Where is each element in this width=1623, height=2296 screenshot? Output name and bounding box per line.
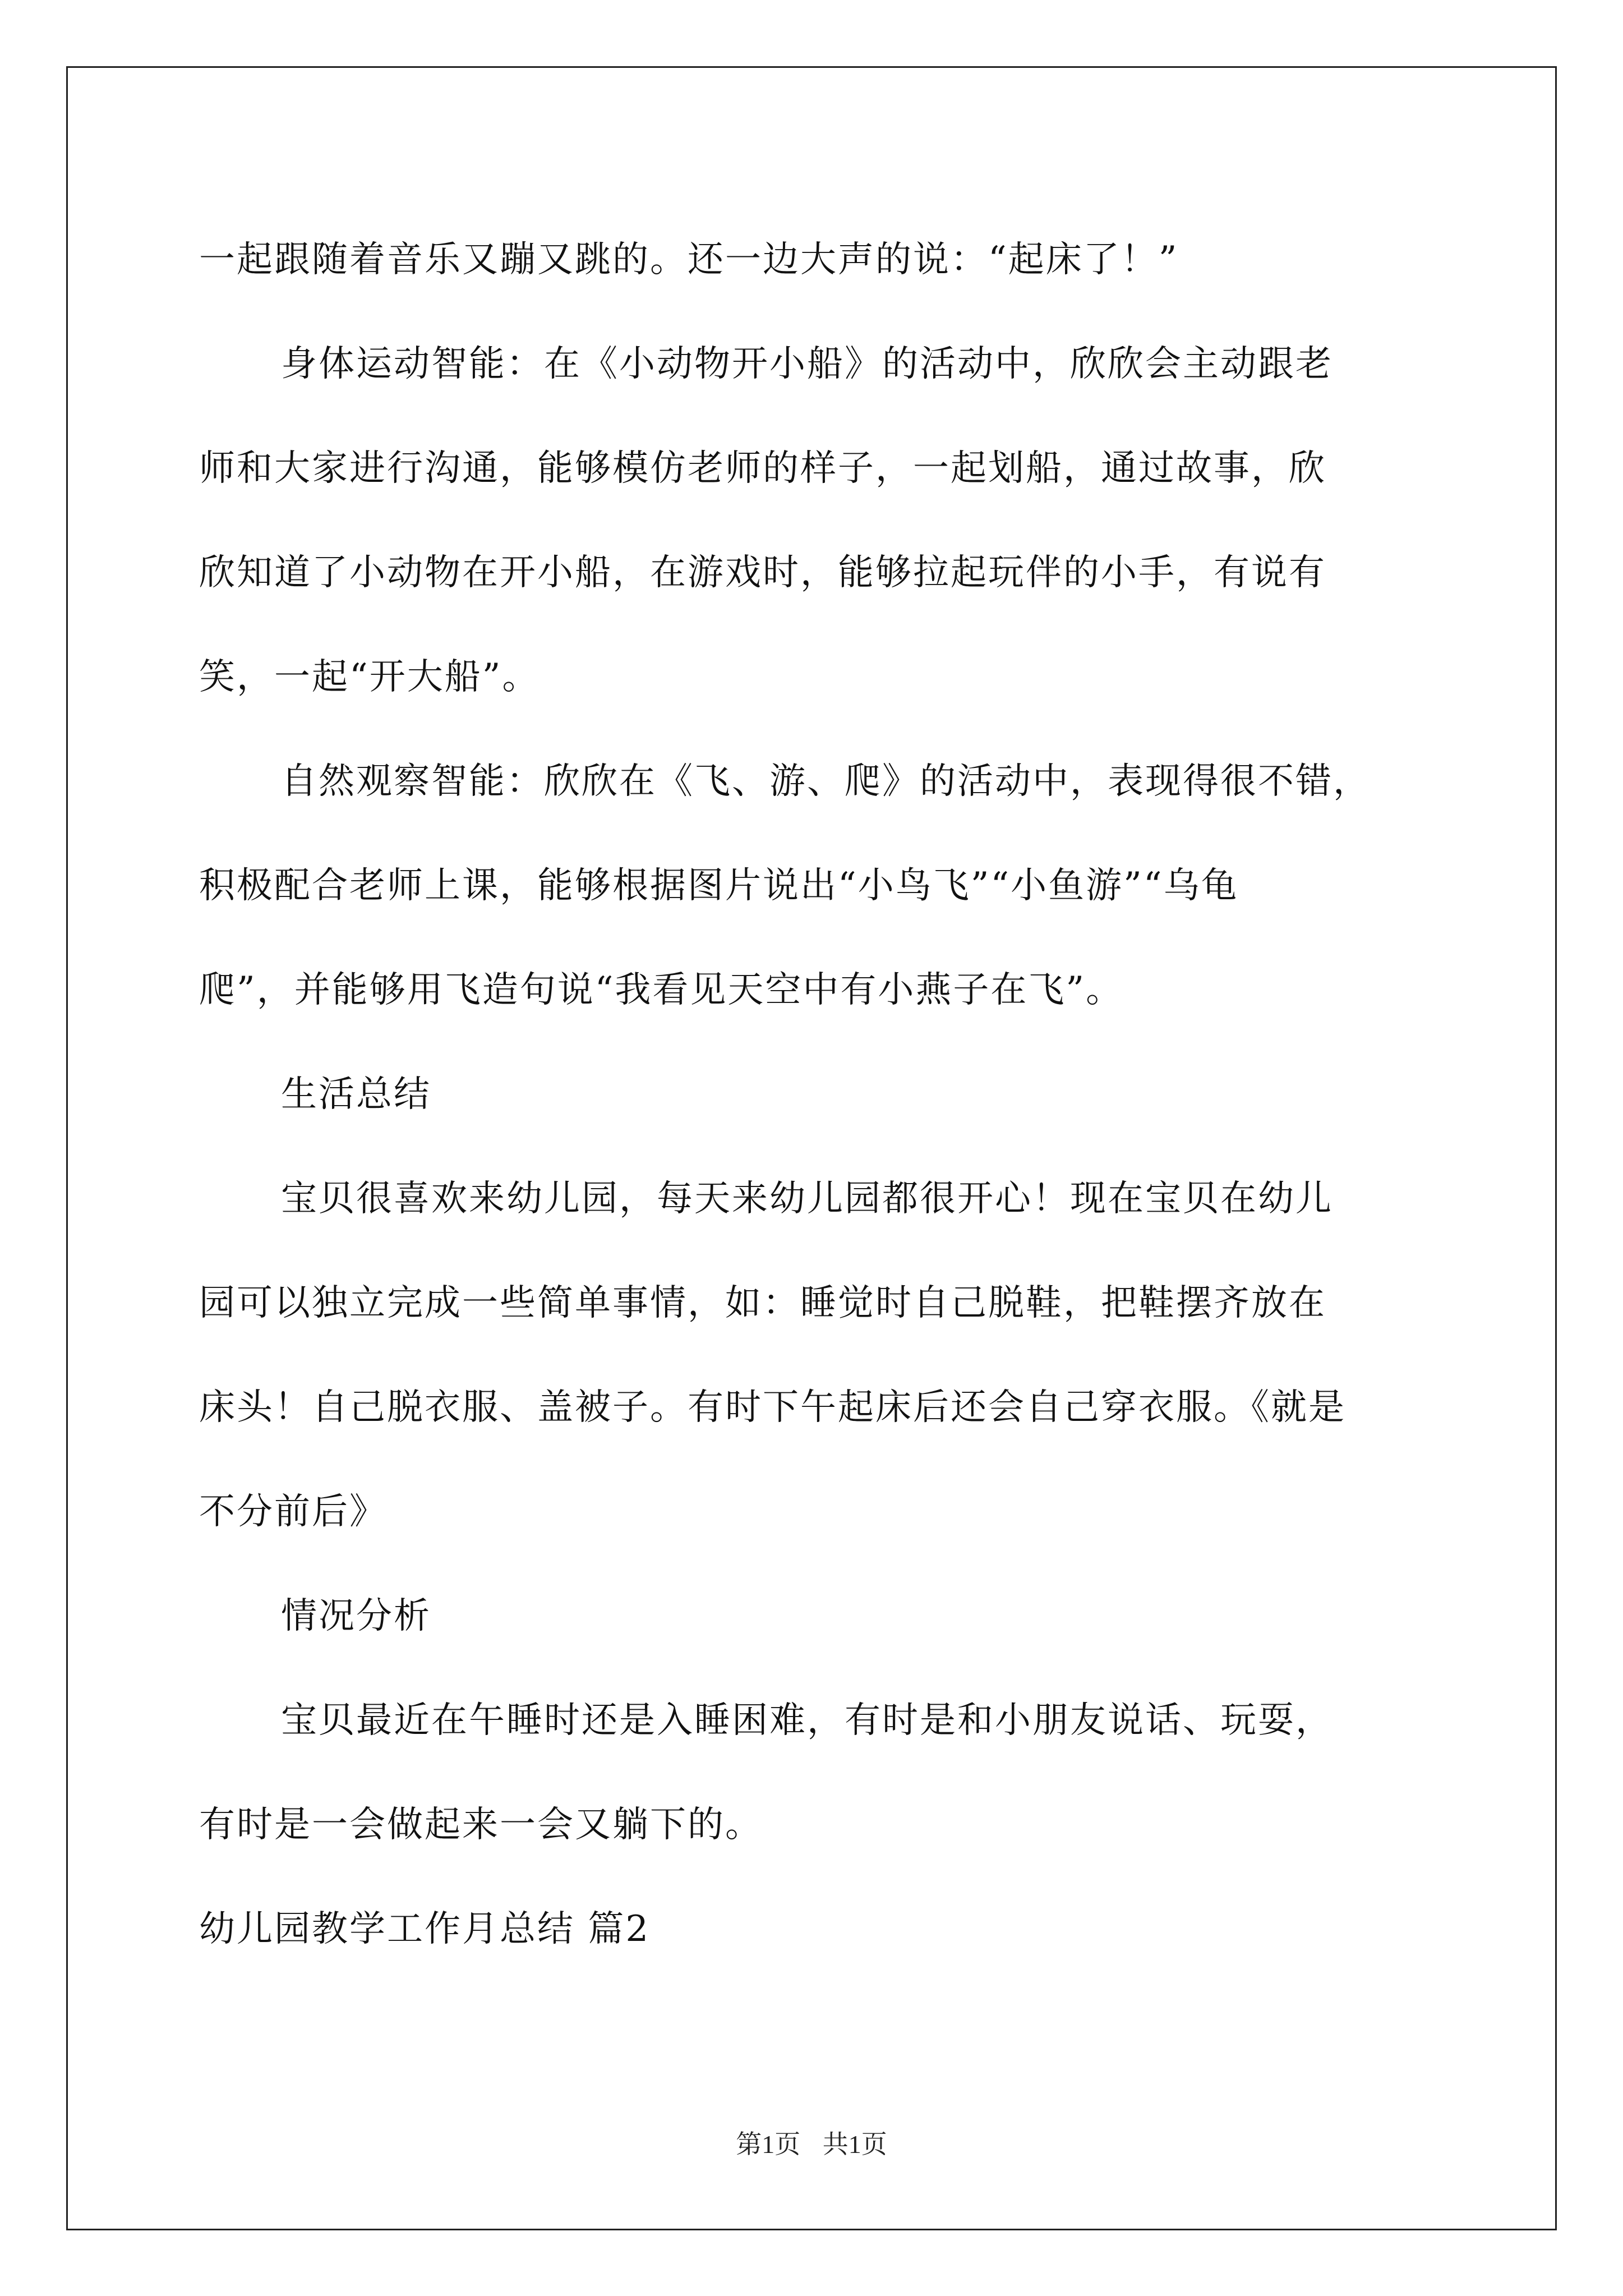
- paragraph-line: 宝贝很喜欢来幼儿园，每天来幼儿园都很开心！现在宝贝在幼儿: [281, 1178, 1333, 1220]
- paragraph-line: 一起跟随着音乐又蹦又跳的。还一边大声的说：“起床了！”: [199, 239, 1179, 280]
- paragraph-line: 自然观察智能：欣欣在《飞、游、爬》的活动中，表现得很不错，: [281, 761, 1371, 802]
- paragraph-line: 积极配合老师上课，能够根据图片说出“小鸟飞”“小鱼游”“乌龟: [199, 865, 1239, 907]
- paragraph-line: 欣知道了小动物在开小船，在游戏时，能够拉起玩伴的小手，有说有: [199, 552, 1326, 593]
- page-footer: [0, 2124, 1623, 2161]
- page-total: 共1页: [822, 2130, 887, 2159]
- section-heading: 生活总结: [281, 1074, 431, 1115]
- paragraph-line: 身体运动智能：在《小动物开小船》的活动中，欣欣会主动跟老: [281, 343, 1333, 385]
- document-body: [199, 208, 1455, 1981]
- paragraph-line: 宝贝最近在午睡时还是入睡困难，有时是和小朋友说话、玩耍，: [281, 1700, 1333, 1741]
- paragraph-line: 爬”，并能够用飞造句说“我看见天空中有小燕子在飞”。: [199, 969, 1124, 1011]
- paragraph-line: 有时是一会做起来一会又躺下的。: [199, 1804, 763, 1846]
- paragraph-line: 笑，一起“开大船”。: [199, 656, 540, 698]
- paragraph-line: 床头！自己脱衣服、盖被子。有时下午起床后还会自己穿衣服。《就是: [199, 1387, 1346, 1428]
- article-title: 幼儿园教学工作月总结 篇2: [199, 1908, 651, 1950]
- paragraph-line: 不分前后》: [199, 1491, 387, 1533]
- section-heading: 情况分析: [281, 1595, 431, 1637]
- page-number: 第1页: [736, 2130, 801, 2159]
- paragraph-line: 园可以独立完成一些简单事情，如：睡觉时自己脱鞋，把鞋摆齐放在: [199, 1282, 1326, 1324]
- paragraph-line: 师和大家进行沟通，能够模仿老师的样子，一起划船，通过故事，欣: [199, 448, 1326, 489]
